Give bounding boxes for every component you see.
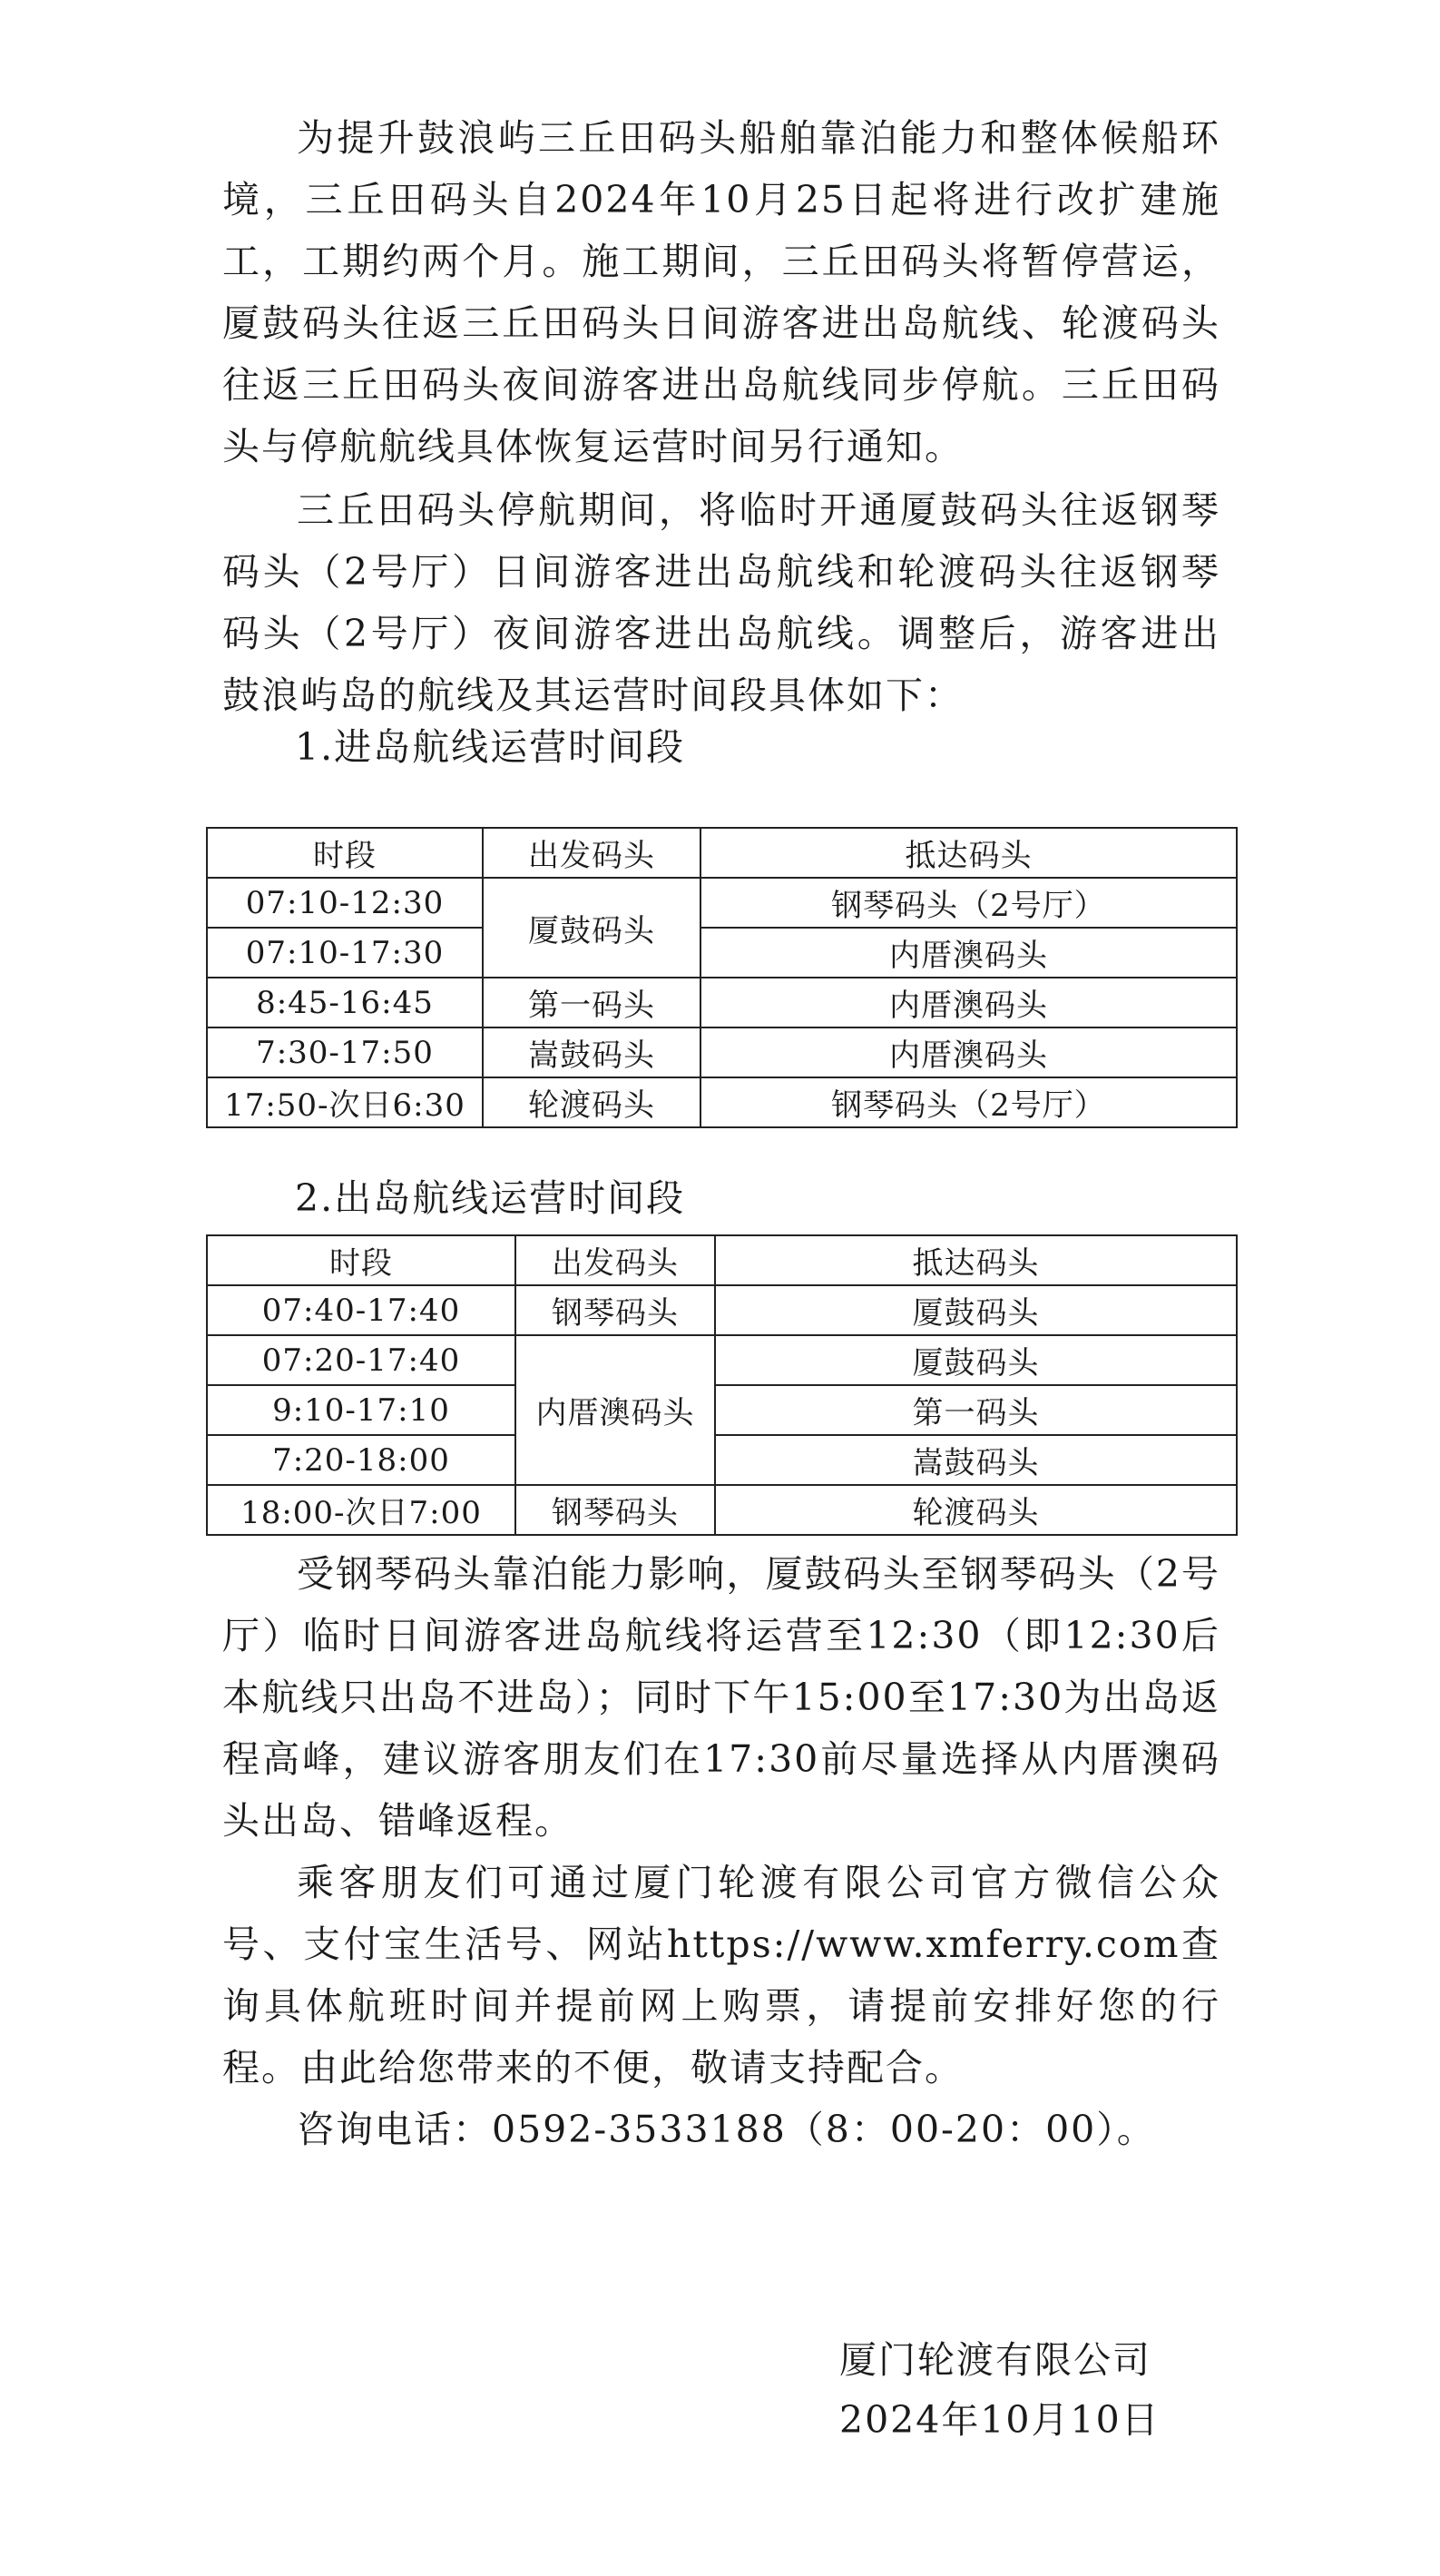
time-cell: 8:45-16:45 — [207, 978, 483, 1027]
signature-date: 2024年10月10日 — [839, 2398, 1161, 2442]
time-cell: 07:10-17:30 — [207, 928, 483, 978]
departure-cell: 内厝澳码头 — [515, 1335, 715, 1485]
time-cell: 07:10-12:30 — [207, 878, 483, 928]
paragraph-peak-advisory: 受钢琴码头靠泊能力影响，厦鼓码头至钢琴码头（2号厅）临时日间游客进岛航线将运营至12:30（即12:30后本航线只出岛不进岛）；同时下午15:00至17:30为出岛返程高峰，建议游客朋友们在17:30前尽量选择从内厝澳码头出岛、错峰返程。 — [222, 1552, 1220, 1843]
arrival-cell: 内厝澳码头 — [700, 1027, 1237, 1077]
departure-cell: 厦鼓码头 — [483, 878, 700, 978]
arrival-cell: 轮渡码头 — [715, 1485, 1237, 1535]
table-row — [207, 1335, 1237, 1385]
table-row — [207, 878, 1237, 928]
paragraph-closure-notice: 为提升鼓浪屿三丘田码头船舶靠泊能力和整体候船环境，三丘田码头自2024年10月25日起将进行改扩建施工，工期约两个月。施工期间，三丘田码头将暂停营运，厦鼓码头往返三丘田码头日间游客进出岛航线、轮渡码头往返三丘田码头夜间游客进出岛航线同步停航。三丘田码头与停航航线具体恢复运营时间另行通知。 — [222, 116, 1220, 468]
arrival-cell: 嵩鼓码头 — [715, 1435, 1237, 1485]
time-cell: 07:20-17:40 — [207, 1335, 515, 1385]
inbound-schedule-table — [206, 827, 1238, 1128]
table-row — [207, 1285, 1237, 1335]
header-arrival: 抵达码头 — [700, 828, 1237, 878]
arrival-cell: 厦鼓码头 — [715, 1285, 1237, 1335]
time-cell: 7:30-17:50 — [207, 1027, 483, 1077]
arrival-cell: 内厝澳码头 — [700, 928, 1237, 978]
outbound-heading: 2.出岛航线运营时间段 — [295, 1176, 686, 1220]
table-row — [207, 1485, 1237, 1535]
arrival-cell: 内厝澳码头 — [700, 978, 1237, 1027]
paragraph-booking-info: 乘客朋友们可通过厦门轮渡有限公司官方微信公众号、支付宝生活号、网站https://www.xmferry.com查询具体航班时间并提前网上购票，请提前安排好您的行程。由此给您带来的不便，敬请支持配合。 — [222, 1861, 1220, 2089]
departure-cell: 嵩鼓码头 — [483, 1027, 700, 1077]
table-row — [207, 1077, 1237, 1127]
header-time: 时段 — [207, 828, 483, 878]
header-departure: 出发码头 — [515, 1235, 715, 1285]
time-cell: 9:10-17:10 — [207, 1385, 515, 1435]
arrival-cell: 钢琴码头（2号厅） — [700, 1077, 1237, 1127]
paragraph-hotline: 咨询电话：0592-3533188（8：00-20：00）。 — [297, 2108, 1156, 2151]
time-cell: 17:50-次日6:30 — [207, 1077, 483, 1127]
outbound-schedule-table — [206, 1234, 1238, 1536]
table-row — [207, 1027, 1237, 1077]
arrival-cell: 钢琴码头（2号厅） — [700, 878, 1237, 928]
departure-cell: 轮渡码头 — [483, 1077, 700, 1127]
table-row — [207, 978, 1237, 1027]
departure-cell: 钢琴码头 — [515, 1485, 715, 1535]
arrival-cell: 厦鼓码头 — [715, 1335, 1237, 1385]
departure-cell: 第一码头 — [483, 978, 700, 1027]
time-cell: 7:20-18:00 — [207, 1435, 515, 1485]
table-row — [207, 928, 1237, 978]
signature-company: 厦门轮渡有限公司 — [839, 2338, 1151, 2382]
arrival-cell: 第一码头 — [715, 1385, 1237, 1435]
header-arrival: 抵达码头 — [715, 1235, 1237, 1285]
table-header-row — [207, 1235, 1237, 1285]
table-row — [207, 1435, 1237, 1485]
table-header-row — [207, 828, 1237, 878]
table-row — [207, 1385, 1237, 1435]
paragraph-temporary-routes: 三丘田码头停航期间，将临时开通厦鼓码头往返钢琴码头（2号厅）日间游客进出岛航线和轮渡码头往返钢琴码头（2号厅）夜间游客进出岛航线。调整后，游客进出鼓浪屿岛的航线及其运营时间段具体如下： — [222, 488, 1220, 717]
time-cell: 18:00-次日7:00 — [207, 1485, 515, 1535]
time-cell: 07:40-17:40 — [207, 1285, 515, 1335]
header-departure: 出发码头 — [483, 828, 700, 878]
departure-cell: 钢琴码头 — [515, 1285, 715, 1335]
header-time: 时段 — [207, 1235, 515, 1285]
inbound-heading: 1.进岛航线运营时间段 — [295, 725, 686, 769]
